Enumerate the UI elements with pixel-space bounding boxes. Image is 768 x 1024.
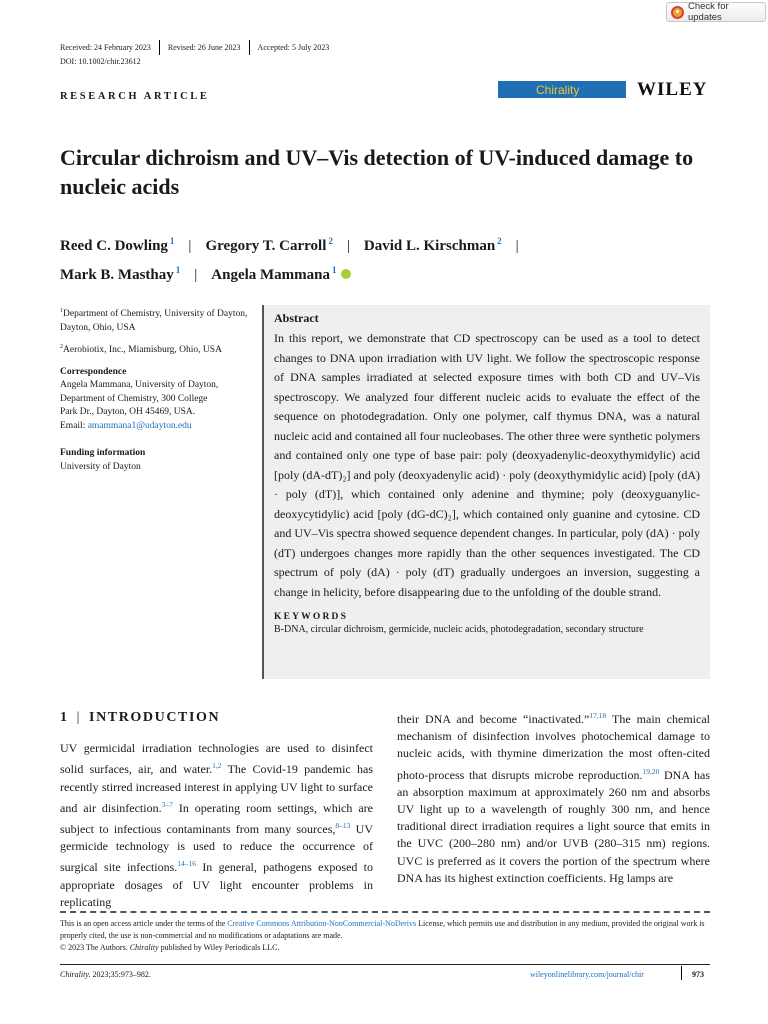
abstract-text: In this report, we demonstrate that CD spectroscopy can be used as a tool to detect changes to DNA upon irradiation with UV light. We follow the spectroscopic response of DNA samples irradiated at selected exposure times with both CD and UV–Vis spectroscopy. We analyzed four different nucleic acids to evaluate the effect of the sequence on photodegradation. Only one polymer, calf thymus DNA, was a natural nucleic acid and contained all four nucleobases. The other three were synthetic polymers and contained only one type of base pair: poly (deoxyadenylic-deoxythymidylic) acid [poly (dA-dT)₂] and poly (deoxyadenylic acid) · poly (deoxythymidylic acid) [poly (dA) · poly (dT)], which contained only adenine and thymine; poly (deoxyguanylic-deoxycytidylic) acid [poly (dG-dC)₂], which contained only guanine and cytosine. CD and UV–Vis spectra showed sequence dependent changes. In particular, poly (dA) · poly (dT) undergoes changes more rapidly than the other sequences investigated. The CD spectrum of poly (dA) · poly (dT) gradually undergoes an inversion, suggesting a change in helicity, before disappearing due to the unfolding of the double strand. [274,331,700,599]
intro-paragraph: UV germicidal irradiation technologies are used to disinfect solid surfaces, air, and water.$^{1,2}$ The Covid-19 pandemic has recently stirred increased interest in applying UV light to surface and air disinfection.$^{3-7}$ In operating room settings, which are subject to infectious contaminants from many sources,$^{8-13}$ UV germicide technology is used to reduce the occurrence of surgical site infections.$^{14-16}$ In general, pathogens exposed to appropriate dosages of UV light encounter problems in replicating [60,741,373,909]
footer-separator [681,966,682,980]
correspondence-heading: Correspondence [60,366,127,377]
license-divider [60,911,710,913]
funding-heading: Funding information [60,448,146,459]
author[interactable]: Angela Mammana $^1$ [211,267,350,283]
keywords-heading: KEYWORDS [274,612,349,622]
affiliation: $^1$Department of Chemistry, University of Dayton, Dayton, Ohio, USA [60,308,248,333]
received-date: Received: 24 February 2023 [60,43,151,52]
revised-date: Revised: 26 June 2023 [167,43,241,52]
journal-banner [498,81,626,98]
article-title: Circular dichroism and UV–Vis detection of UV-induced damage to nucleic acids [60,145,694,199]
email-link[interactable]: amammana1@udayton.edu [87,420,192,431]
author-list [60,229,710,287]
author-separator: | [515,238,519,254]
body-column-left [60,707,373,911]
author[interactable]: David L. Kirschman $^2$ [363,236,502,254]
publisher-logo: WILEY [637,79,708,100]
citation-link[interactable]: 14–16 [177,859,197,869]
license-link[interactable]: Creative Commons Attribution-NonCommercial-NoDerivs [227,919,417,928]
crossmark-icon [671,6,684,19]
section-heading: 1 | INTRODUCTION [60,710,221,725]
date-divider [159,40,160,55]
page-number: 973 [692,970,704,979]
abstract-box [262,305,710,679]
author[interactable]: Mark B. Masthay $^1$ [60,265,181,283]
citation-link[interactable]: 19,20 [642,766,660,776]
citation-link[interactable]: 17,18 [589,711,607,720]
keywords-list: B-DNA, circular dichroism, germicide, nucleic acids, photodegradation, secondary structure [274,624,644,635]
license-notice: This is an open access article under the terms of the Creative Commons Attribution-NonCommercial-NoDerivs License, which permits use and distribution in any medium, provided the original work is properly cited, the use is non-commercial and no modifications or adaptations are made. © 2023 The Authors. Chirality published by Wiley Periodicals LLC. [60,919,705,952]
author[interactable]: Reed C. Dowling $^1$ [60,236,175,254]
funding-text: University of Dayton [60,461,141,472]
author-separator: | [346,238,350,254]
citation-link[interactable]: 1,2 [212,761,222,771]
article-sidebar [60,305,250,474]
intro-paragraph-continued: their DNA and become “inactivated.”$^{17,18}$ The main chemical mechanism of disinfection involves photochemical damage to nucleic acids, with thymine dimerization the most often-cited photo-process that disrupts microbe reproduction.$^{19,20}$ DNA has an absorption maximum at approximately 260 nm and absorbs UV light up to a wavelength of roughly 300 nm, and hence traditional direct irradiation requires a light source that emits in the UVC (200–280 nm) and/or UVB (280–315 nm) regions. UVC is preferred as it covers the portion of the spectrum where DNA has its highest extinction coefficients. Hg lamps are [397,711,710,885]
affiliation: $^2$Aerobiotix, Inc., Miamisburg, Ohio, USA [60,344,222,356]
journal-name: Chirality [536,82,580,97]
doi: DOI: 10.1002/chir.23612 [60,57,141,66]
date-divider [249,40,250,55]
author-separator: | [194,267,198,283]
author[interactable]: Gregory T. Carroll $^2$ [205,236,333,254]
orcid-icon[interactable] [341,269,351,279]
check-for-updates-label: Check for updates [687,1,729,23]
article-type: RESEARCH ARTICLE [60,91,210,102]
abstract-heading: Abstract [274,311,319,325]
footer-citation: Chirality. 2023;35:973–982. [60,970,151,979]
correspondence-address: Angela Mammana, University of Dayton, Department of Chemistry, 300 College Park Dr., Dayton, OH 45469, USA. Email: amammana1@udayton.edu [60,380,219,431]
check-for-updates-button[interactable] [666,2,766,22]
author-separator: | [188,238,192,254]
accepted-date: Accepted: 5 July 2023 [257,43,330,52]
citation-link[interactable]: 8–13 [335,821,351,831]
footer-divider [60,964,710,965]
journal-url-link[interactable]: wileyonlinelibrary.com/journal/chir [530,970,644,979]
article-dates [60,40,329,55]
body-column-right [397,707,710,887]
citation-link[interactable]: 3–7 [161,799,173,809]
